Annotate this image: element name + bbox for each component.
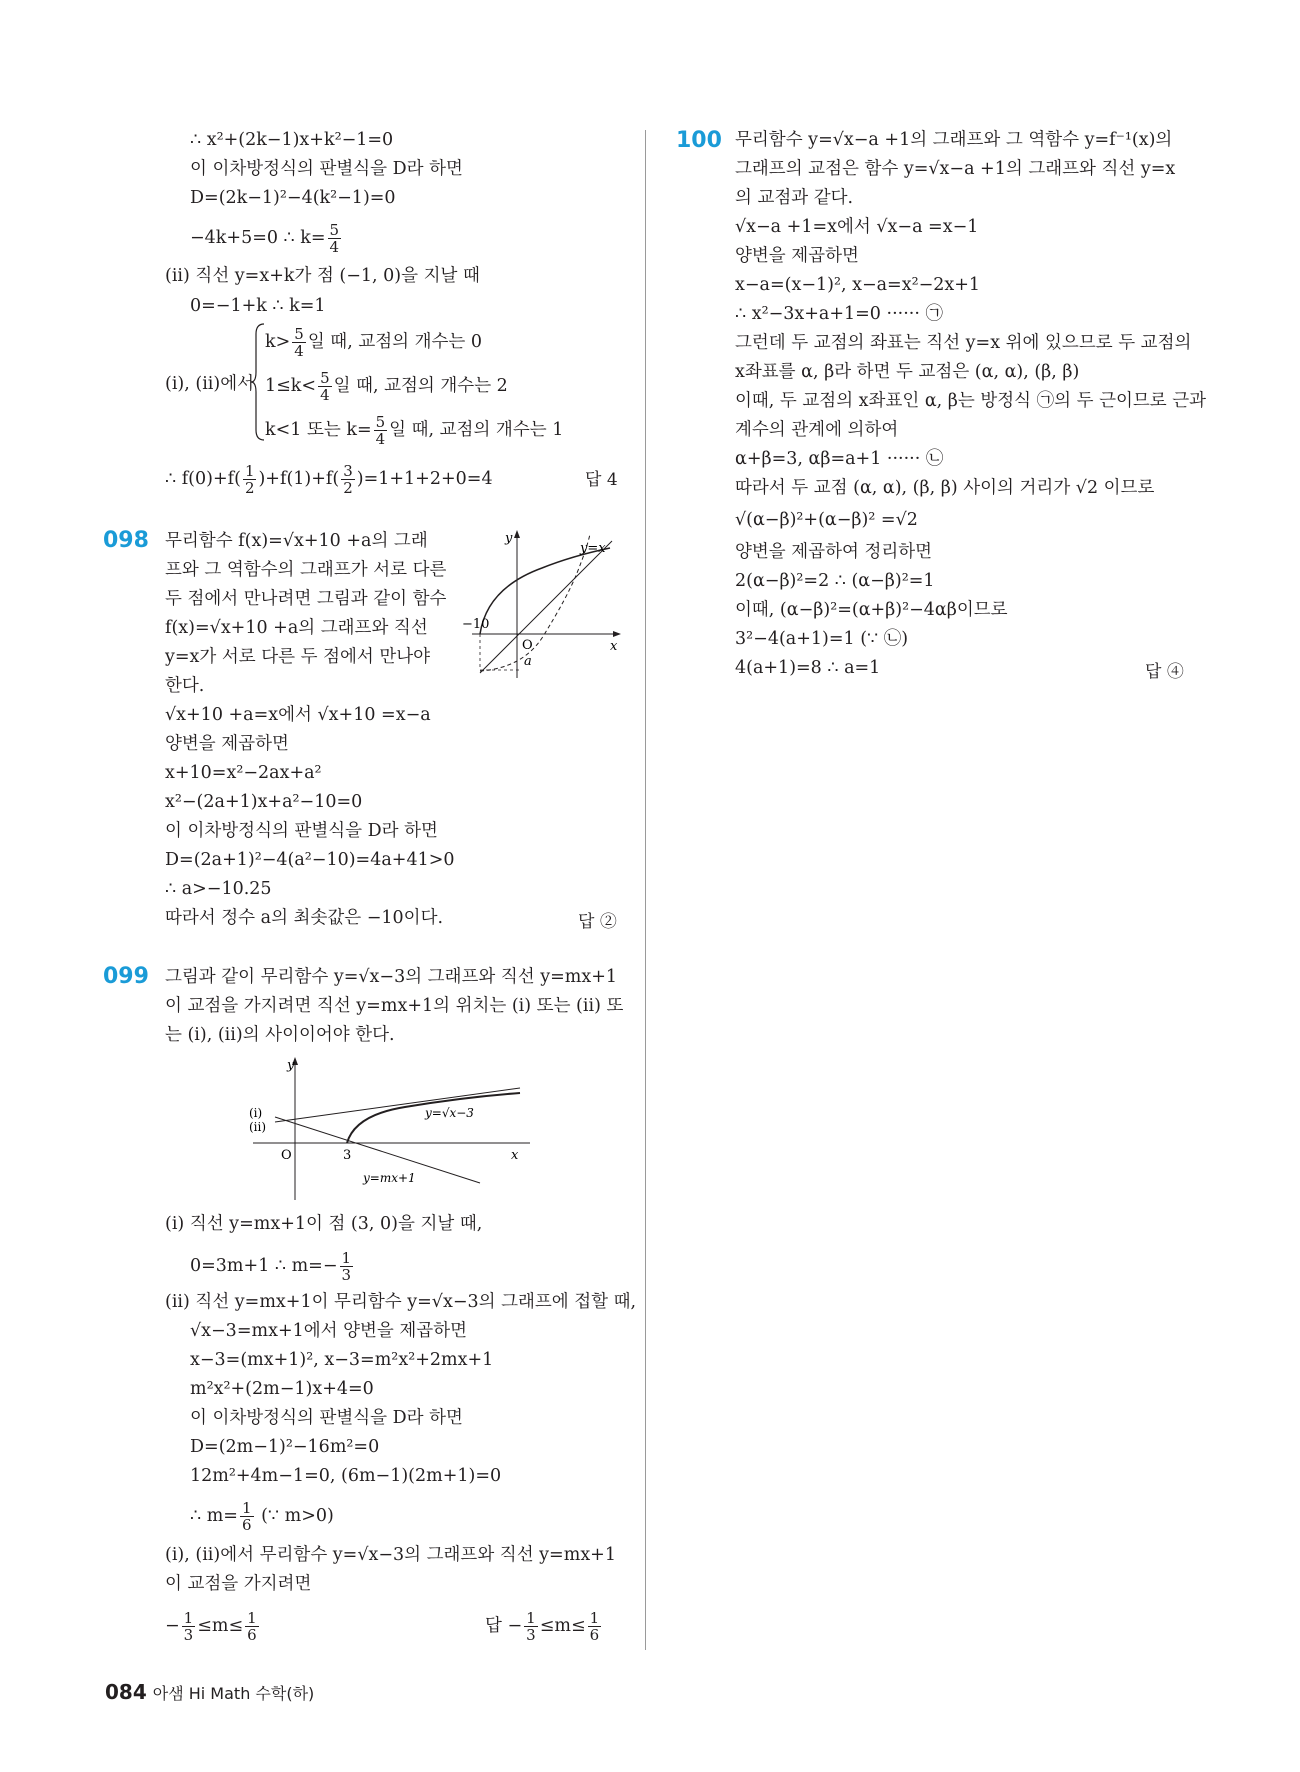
line-4: √x−a +1=x에서 √x−a =x−1 (735, 217, 979, 237)
sqrt-curve (480, 548, 610, 634)
step-8: 따라서 정수 a의 최솟값은 −10이다. (165, 908, 444, 928)
frac-num: 1 (341, 1249, 352, 1267)
i-label: (i) (249, 1106, 263, 1120)
step-2: 양변을 제곱하면 (165, 734, 289, 754)
line-7: ∴ x²−3x+a+1=0 ······ ㉠ (735, 304, 943, 324)
graph-098 (462, 528, 622, 683)
frac-num: 1 (183, 1609, 194, 1627)
case-1 (265, 326, 482, 359)
x-label: x (610, 639, 618, 654)
line-15: 양변을 제곱하여 정리하면 (735, 542, 933, 562)
c1a: k> (265, 332, 291, 352)
final-sum (165, 463, 493, 496)
frac-num: 1 (589, 1609, 600, 1627)
fraction (245, 1610, 259, 1643)
ii-1: (ii) 직선 y=mx+1이 무리함수 y=√x−3의 그래프에 접할 때, (165, 1292, 637, 1312)
case-ii-result: 0=−1+k ∴ k=1 (190, 296, 326, 316)
intro-6: 한다. (165, 676, 205, 696)
frac-den: 3 (183, 1626, 194, 1644)
frac-den: 6 (589, 1626, 600, 1644)
ii-2: √x−3=mx+1에서 양변을 제곱하면 (190, 1321, 468, 1341)
answer-100: 답 ④ (1145, 662, 1184, 682)
concl-1: (i), (ii)에서 무리함수 y=√x−3의 그래프와 직선 y=mx+1 (165, 1545, 616, 1565)
c2a: 1≤k< (265, 376, 317, 396)
fa: − (165, 1616, 180, 1636)
frac-num: 1 (247, 1609, 257, 1627)
ii-result (190, 1500, 334, 1533)
frac-den: 2 (244, 479, 255, 497)
ans-mid: ≤m≤ (539, 1616, 586, 1636)
fraction (328, 222, 342, 255)
frac-den: 3 (526, 1626, 536, 1644)
eq-line-1: ∴ x²+(2k−1)x+k²−1=0 (190, 130, 394, 150)
frac-num: 1 (526, 1609, 536, 1627)
origin-label: O (522, 638, 533, 653)
case-3 (265, 414, 563, 447)
ans-prefix: 답 − (485, 1616, 523, 1636)
fa: ∴ f(0)+f( (165, 469, 241, 489)
answer-099 (485, 1610, 603, 1643)
three-label: 3 (343, 1148, 352, 1163)
case-i-line: (i) 직선 y=mx+1이 점 (3, 0)을 지날 때, (165, 1214, 483, 1234)
fraction (341, 463, 355, 496)
fb: )+f(1)+f( (258, 469, 340, 489)
frac-num: 5 (320, 369, 330, 387)
line-9: x좌표를 α, β라 하면 두 교점은 (α, α), (β, β) (735, 362, 1080, 382)
graph-099 (245, 1055, 535, 1205)
a-label: a (524, 654, 532, 669)
fraction (340, 1250, 354, 1283)
c3a: k<1 또는 k= (265, 420, 372, 440)
arrow-icon (613, 631, 621, 637)
fraction (524, 1610, 538, 1643)
arrow-icon (514, 530, 520, 538)
line-16: 2(α−β)²=2 ∴ (α−β)²=1 (735, 571, 935, 591)
line-14: √(α−β)²+(α−β)² =√2 (735, 510, 918, 530)
step-4: x²−(2a+1)x+a²−10=0 (165, 792, 363, 812)
line-y-eq-x (480, 541, 612, 673)
ia: 0=3m+1 ∴ m=− (190, 1256, 338, 1276)
frac-den: 4 (320, 386, 330, 404)
frac-num: 3 (343, 462, 353, 480)
brace-icon (250, 322, 266, 442)
c3b: 일 때, 교점의 개수는 1 (389, 420, 564, 440)
line-19: 4(a+1)=8 ∴ a=1 (735, 658, 881, 678)
line-i (275, 1088, 520, 1122)
c1b: 일 때, 교점의 개수는 0 (307, 332, 483, 352)
frac-num: 5 (375, 413, 386, 431)
ii-5: 이 이차방정식의 판별식을 D라 하면 (190, 1408, 463, 1428)
eq-text: −4k+5=0 ∴ k= (190, 228, 326, 248)
problem-number: 098 (103, 528, 149, 553)
line-13: 따라서 두 교점 (α, α), (β, β) 사이의 거리가 √2 이므로 (735, 478, 1155, 498)
problem-number: 099 (103, 964, 149, 989)
step-1: √x+10 +a=x에서 √x+10 =x−a (165, 705, 431, 725)
frac-num: 1 (241, 1499, 252, 1517)
frac-den: 6 (241, 1516, 252, 1534)
line-8: 그런데 두 교점의 좌표는 직선 y=x 위에 있으므로 두 교점의 (735, 333, 1192, 353)
intro-2: 프와 그 역함수의 그래프가 서로 다른 (165, 560, 447, 580)
fraction (182, 1610, 196, 1643)
text-line-2: 이 이차방정식의 판별식을 D라 하면 (190, 159, 463, 179)
line-2: 그래프의 교점은 함수 y=√x−a +1의 그래프와 직선 y=x (735, 159, 1176, 179)
case-i-result (190, 1250, 355, 1283)
line-label: y=x (580, 541, 606, 556)
frac-den: 4 (375, 430, 386, 448)
answer-097: 답 4 (585, 470, 618, 490)
frac-den: 2 (343, 479, 353, 497)
ii-4: m²x²+(2m−1)x+4=0 (190, 1379, 374, 1399)
ii-7: 12m²+4m−1=0, (6m−1)(2m+1)=0 (190, 1466, 502, 1486)
step-6: D=(2a+1)²−4(a²−10)=4a+41>0 (165, 850, 455, 870)
intro-2: 이 교점을 가지려면 직선 y=mx+1의 위치는 (i) 또는 (ii) 또 (165, 996, 624, 1016)
book-title: 아샘 Hi Math 수학(하) (152, 1684, 315, 1703)
ii-label: (ii) (249, 1120, 267, 1134)
column-divider (645, 130, 646, 1650)
answer-098: 답 ② (578, 912, 617, 932)
frac-num: 5 (294, 325, 304, 343)
step-5: 이 이차방정식의 판별식을 D라 하면 (165, 821, 438, 841)
frac-den: 4 (329, 238, 340, 256)
neg-ten-label: −10 (462, 617, 490, 632)
eq-line-3: D=(2k−1)²−4(k²−1)=0 (190, 188, 396, 208)
fraction (374, 414, 388, 447)
fraction (588, 1610, 602, 1643)
fc: )=1+1+2+0=4 (356, 469, 493, 489)
line-3: 의 교점과 같다. (735, 188, 854, 208)
line-12: α+β=3, αβ=a+1 ······ ㉡ (735, 449, 944, 469)
fraction (243, 463, 257, 496)
curve-label: y=√x−3 (425, 1106, 474, 1120)
frac-den: 4 (294, 342, 304, 360)
intro-3: 는 (i), (ii)의 사이이어야 한다. (165, 1025, 395, 1045)
frac-den: 6 (247, 1626, 257, 1644)
x-label: x (511, 1148, 519, 1163)
line-label: y=mx+1 (363, 1171, 416, 1185)
concl-2: 이 교점을 가지려면 (165, 1574, 312, 1594)
problem-number: 100 (676, 128, 722, 153)
ii-6: D=(2m−1)²−16m²=0 (190, 1437, 380, 1457)
page-footer (105, 1680, 314, 1704)
y-label: y (287, 1058, 295, 1073)
intro-1: 그림과 같이 무리함수 y=√x−3의 그래프와 직선 y=mx+1 (165, 967, 618, 987)
step-3: x+10=x²−2ax+a² (165, 763, 322, 783)
line-11: 계수의 관계에 의하여 (735, 420, 899, 440)
line-1: 무리함수 y=√x−a +1의 그래프와 그 역함수 y=f⁻¹(x)의 (735, 130, 1173, 150)
fraction (318, 370, 332, 403)
frac-num: 1 (244, 462, 255, 480)
inverse-curve (480, 534, 590, 671)
case-2 (265, 370, 508, 403)
line-10: 이때, 두 교점의 x좌표인 α, β는 방정식 ㉠의 두 근이므로 근과 (735, 391, 1207, 411)
line-18: 3²−4(a+1)=1 (∵ ㉡) (735, 629, 909, 649)
iia: ∴ m= (190, 1506, 238, 1526)
c2b: 일 때, 교점의 개수는 2 (333, 376, 508, 396)
page-number: 084 (105, 1680, 147, 1704)
line-6: x−a=(x−1)², x−a=x²−2x+1 (735, 275, 981, 295)
fraction (292, 326, 306, 359)
fb: ≤m≤ (197, 1616, 244, 1636)
frac-den: 3 (341, 1266, 352, 1284)
fraction (240, 1500, 254, 1533)
ii-3: x−3=(mx+1)², x−3=m²x²+2mx+1 (190, 1350, 494, 1370)
line-5: 양변을 제곱하면 (735, 246, 859, 266)
case-prefix: (i), (ii)에서 (165, 374, 255, 394)
intro-4: f(x)=√x+10 +a의 그래프와 직선 (165, 618, 428, 638)
step-7: ∴ a>−10.25 (165, 879, 272, 899)
origin-label: O (281, 1148, 292, 1163)
final-range (165, 1610, 261, 1643)
intro-3: 두 점에서 만나려면 그림과 같이 함수 (165, 589, 447, 609)
intro-5: y=x가 서로 다른 두 점에서 만나야 (165, 647, 431, 667)
case-ii-line: (ii) 직선 y=x+k가 점 (−1, 0)을 지날 때 (165, 266, 480, 286)
frac-num: 5 (329, 221, 340, 239)
eq-line-4 (190, 222, 343, 255)
line-17: 이때, (α−β)²=(α+β)²−4αβ이므로 (735, 600, 1008, 620)
intro-1: 무리함수 f(x)=√x+10 +a의 그래 (165, 531, 428, 551)
y-label: y (505, 531, 513, 546)
iib: (∵ m>0) (255, 1506, 334, 1526)
